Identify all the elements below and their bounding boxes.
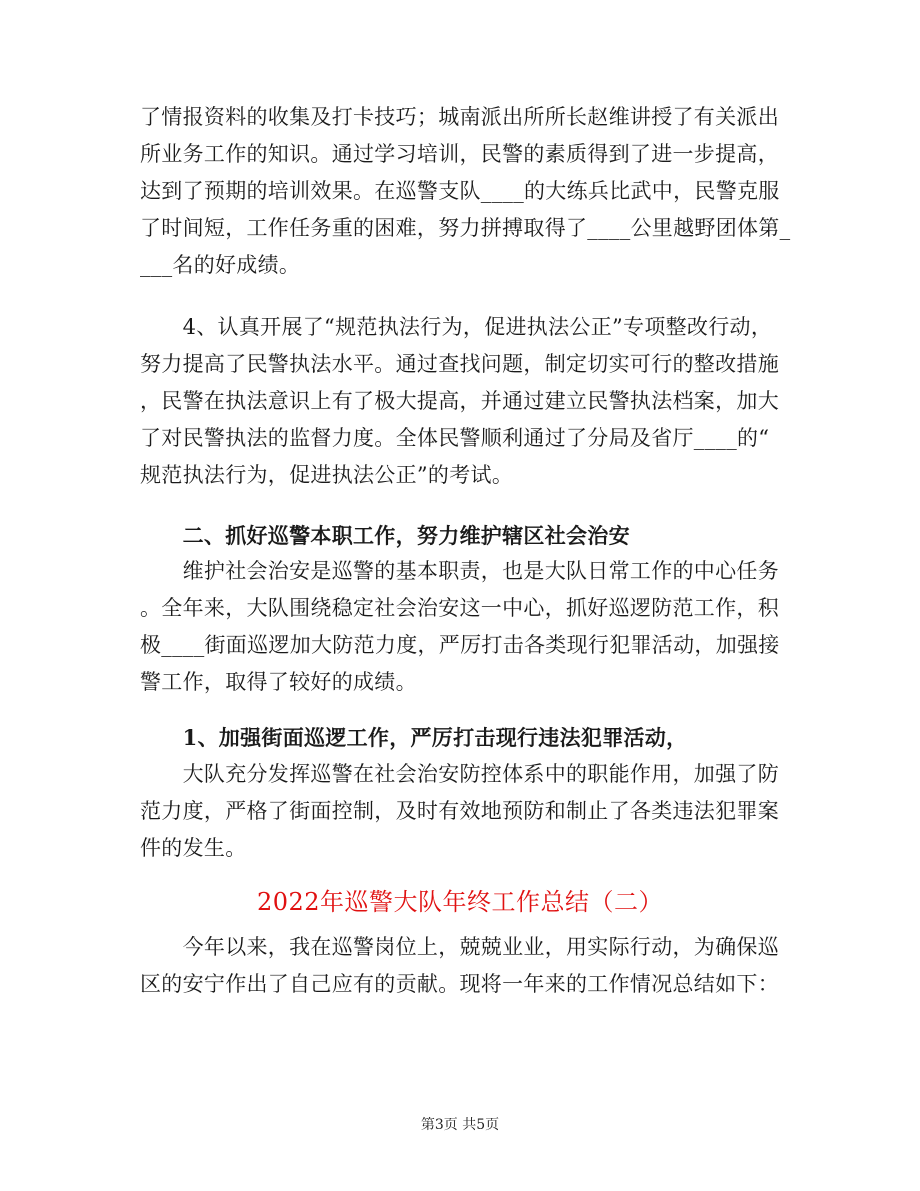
text-line: 范力度，严格了街面控制，及时有效地预防和制止了各类违法犯罪案 xyxy=(140,799,779,823)
text-line: 。全年来，大队围绕稳定社会治安这一中心，抓好巡逻防范工作，积 xyxy=(140,596,779,620)
document-title: 2022年巡警大队年终工作总结（二） xyxy=(256,888,664,916)
page-number-footer: 第3页 共5页 xyxy=(420,1117,500,1133)
paragraph-intro xyxy=(140,929,780,1003)
text-line: 今年以来，我在巡警岗位上，兢兢业业，用实际行动，为确保巡 xyxy=(140,935,779,959)
text-line: ___名的好成绩。 xyxy=(140,253,301,277)
paragraph-public-order xyxy=(140,553,780,701)
section-heading-2 xyxy=(140,517,780,554)
paragraph-patrol xyxy=(140,756,780,867)
heading-text: 1、加强街面巡逻工作，严厉打击现行违法犯罪活动， xyxy=(140,725,688,750)
text-line: 所业务工作的知识。通过学习培训，民警的素质得到了进一步提高， xyxy=(140,142,779,166)
paragraph-law-enforcement xyxy=(140,309,780,494)
text-line: 达到了预期的培训效果。在巡警支队____的大练兵比武中，民警克服 xyxy=(140,179,780,203)
heading-text: 二、抓好巡警本职工作，努力维护辖区社会治安 xyxy=(140,523,630,548)
text-line: ，民警在执法意识上有了极大提高，并通过建立民警执法档案，加大 xyxy=(140,389,779,413)
text-line: 了时间短，工作任务重的困难，努力拼搏取得了____公里越野团体第_ xyxy=(140,216,791,240)
text-line: 努力提高了民警执法水平。通过查找问题，制定切实可行的整改措施 xyxy=(140,352,779,376)
text-line: 了对民警执法的监督力度。全体民警顺利通过了分局及省厅____的“ xyxy=(140,426,770,450)
text-line: 4、认真开展了“规范执法行为，促进执法公正”专项整改行动， xyxy=(140,315,773,339)
paragraph-training xyxy=(140,99,791,284)
text-line: 规范执法行为，促进执法公正”的考试。 xyxy=(140,463,514,487)
text-line: 区的安宁作出了自己应有的贡献。现将一年来的工作情况总结如下： xyxy=(140,972,779,996)
text-line: 警工作，取得了较好的成绩。 xyxy=(140,670,417,694)
text-line: 件的发生。 xyxy=(140,836,247,860)
text-line: 极____街面巡逻加大防范力度，严厉打击各类现行犯罪活动，加强接 xyxy=(140,633,780,657)
section-heading-3 xyxy=(140,719,780,756)
text-line: 了情报资料的收集及打卡技巧；城南派出所所长赵维讲授了有关派出 xyxy=(140,105,779,129)
text-line: 大队充分发挥巡警在社会治安防控体系中的职能作用，加强了防 xyxy=(140,762,779,786)
text-line: 维护社会治安是巡警的基本职责，也是大队日常工作的中心任务 xyxy=(140,559,779,583)
